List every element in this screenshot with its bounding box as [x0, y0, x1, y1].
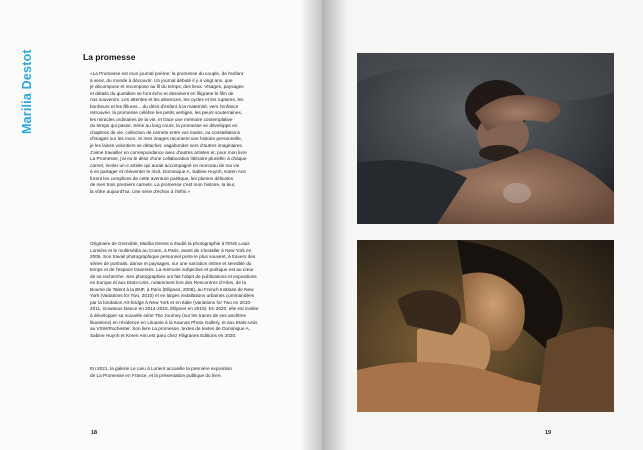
text-line: retrouvée, la promesse célèbre les petits vertiges, les peurs souterraines, [90, 110, 243, 116]
biography-paragraph [90, 241, 312, 339]
text-line: lituaniens) en résidence en Lituanie à la Kaunas Photo Gallery, et aux Etats-Unis [90, 319, 258, 325]
text-line: furent les complices de cette aventure poétique, les plumes délicates [90, 175, 234, 181]
text-line: chapitres de vie, collection de carnets entre vos mains, ou constellations [90, 129, 241, 135]
photo-couple-kiss-image [357, 240, 614, 412]
artist-name-text: Marilia Destot [20, 49, 34, 134]
text-line: temps et de l'espace traversés. La mémoire subjective et poétique est au cœur [90, 267, 254, 273]
page-number-left: 18 [91, 430, 98, 436]
text-line: de sa recherche. Ses photographies ont fait l'objet de publications et expositions [90, 273, 257, 279]
text-line: Lumière et le multimédia au Cnam, à Paris, avant de s'installer à New York en [90, 247, 252, 253]
text-line: la vôtre aujourd'hui. Une série d'échos à l'infini.» [90, 188, 191, 194]
text-line: Bourse du Talent à la BNF, à Paris (Ellipses, 2008), au French Institute de New [90, 286, 254, 292]
vertical-artist-name [4, 6, 34, 136]
text-line: carnet, inviter un·e artiste qui aurait accompagné un morceau de ma vie [90, 162, 240, 168]
text-line: du temps qui passe. Série au long cours, la promesse se développe en [90, 123, 238, 129]
text-line: Originaire de Grenoble, Marilia Destot a étudié la photographie à l'ENS Louis [90, 241, 250, 246]
text-line: et détails du quotidien se font écho et dessinent en filigrane le film de [90, 90, 234, 96]
page-number-right: 19 [545, 430, 552, 436]
text-line: d'images sur les murs. Si mes images racontent une histoire personnelle, [90, 136, 243, 142]
section-title: La promesse [83, 52, 136, 62]
text-line: York (Variations for Two, 2010) et en larges installations urbaines commandées [90, 293, 255, 299]
photo-man-lying-image [357, 53, 614, 224]
exhibition-paragraph [90, 366, 312, 379]
text-line: séries de portraits, danse et paysages, sur une narration intime et sensible du [90, 260, 252, 266]
text-line: je décompose et recompose au fil du temps, des lieux. Visages, paysages [90, 84, 244, 90]
text-line: de La Promesse en France, et la présentation publique du livre. [90, 372, 222, 378]
text-line: bonheurs et les fêlures... du désir d'enfant à la maternité, vers l'enfance [90, 103, 239, 109]
text-line: je les laisse volontiers se détacher, vagabonder vers d'autres imaginaires. [90, 143, 244, 149]
text-line: à en partager et réinventer le récit. Dominique A, Sabine Huynh, Karen Ann [90, 169, 247, 175]
text-line: La Promesse, j'ai eu le désir d'une collaboration littéraire plurielle: à chaque [90, 156, 247, 162]
text-line: «La Promesse est mon journal poème: la promesse du couple, de l'enfant [90, 71, 244, 76]
text-line: au VSW/Rochester. Son livre La promesse, textes de textes de Dominique A, [90, 326, 250, 332]
text-line: de mes trois premiers carnets. La promesse c'est mon histoire, la leur, [90, 182, 236, 188]
text-line: Sabine Huynh et Keren Ann,est paru chez Filigranes Editions en 2020. [90, 332, 237, 338]
text-line: 2006. Son travail photographique personnel porte le plus souvent, à travers des [90, 254, 256, 260]
text-line: à développer sa nouvelle série The Journey (sur les traces de ses ancêtres [90, 313, 246, 319]
text-line: par la fondation Art-bridge à New York et en Italie (Variations for Two en 2010- [90, 299, 252, 305]
statement-paragraph [90, 71, 312, 195]
text-line: 2011, Gowanus Dance en 2014-2015, Ellipses en 2019). En 2020, elle est invitée [90, 306, 259, 312]
text-line: J'aime travailler en correspondance avec d'autres artistes et, pour mon livre [90, 149, 247, 155]
text-line: en Europe et aux Etats-Unis, notamment lors des Rencontres d'Arles, de la [90, 280, 246, 286]
text-line: les miracles ordinaires de la vie, et trace une mémoire contemplative [90, 116, 233, 122]
gutter-shadow [322, 0, 348, 450]
text-line: à venir, du monde à découvrir. Un journal débuté il y a vingt ans, que [90, 77, 233, 83]
text-line: En 2021, la galerie Le Lieu à Lorient accueille la première exposition [90, 366, 233, 371]
photo-couple-kiss [357, 240, 614, 412]
photo-man-lying [357, 53, 614, 224]
gutter-shadow [300, 0, 322, 450]
text-line: nos souvenirs. Les attentes et les absences, les cycles et les ruptures, les [90, 97, 244, 103]
